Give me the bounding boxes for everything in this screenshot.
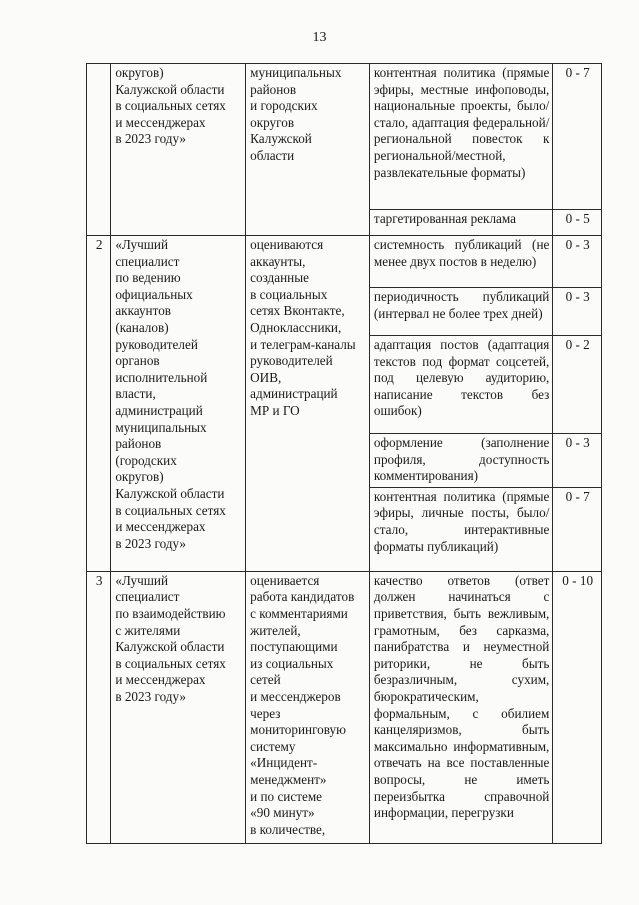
score-cell: 0 - 7: [553, 487, 602, 571]
table-row: [87, 571, 602, 843]
row-number: 2: [87, 236, 111, 572]
score-cell: 0 - 3: [553, 288, 602, 336]
criterion-cell: системность публикаций (не менее двух постов в неделю): [369, 236, 552, 288]
score-cell: 0 - 10: [553, 571, 602, 843]
table-row: [87, 236, 602, 288]
score-cell: 0 - 3: [553, 236, 602, 288]
table-row: [87, 64, 602, 210]
page-number: 13: [312, 30, 327, 45]
nomination-cell: округов) Калужской области в социальных сетях и мессенджерах в 2023 году»: [111, 64, 246, 236]
evaluation-object-cell: оценивается работа кандидатов с комментариями жителей, поступающими из социальных сетей и мессенджеров через мониторинговую систему «Инцидент- менеджмент» и по системе «90 минут» в количестве,: [246, 571, 370, 843]
nomination-cell: «Лучший специалист по ведению официальных аккаунтов (каналов) руководителей органов исполнительной власти, администраций муниципальных районов (городских округов) Калужской области в социальных сетях и мессенджерах в 2023 году»: [111, 236, 246, 572]
score-cell: 0 - 3: [553, 434, 602, 488]
criterion-cell: адаптация постов (адаптация текстов под формат соцсетей, под целевую аудиторию, написание текстов без ошибок): [369, 336, 552, 434]
criterion-cell: периодичность публикаций (интервал не более трех дней): [369, 288, 552, 336]
criteria-table: [86, 63, 602, 844]
score-cell: 0 - 2: [553, 336, 602, 434]
criterion-cell: оформление (заполнение профиля, доступность комментирования): [369, 434, 552, 488]
row-number: [87, 64, 111, 236]
criterion-cell: таргетированная реклама: [369, 210, 552, 236]
row-number: 3: [87, 571, 111, 843]
criterion-cell: контентная политика (прямые эфиры, местные инфоповоды, национальные проекты, было/стало, адаптация федеральной/региональной повесток к региональной/местной, развлекательные форматы): [369, 64, 552, 210]
score-cell: 0 - 7: [553, 64, 602, 210]
criterion-cell: качество ответов (ответ должен начинаться с приветствия, быть вежливым, грамотным, без сарказма, панибратства и неуместной риторики, не быть безразличным, сухим, бюрократическим, формальным, с обилием канцеляризмов, быть максимально информативным, отвечать на все поставленные вопросы, не иметь переизбытка справочной информации, перегрузки: [369, 571, 552, 843]
score-cell: 0 - 5: [553, 210, 602, 236]
nomination-cell: «Лучший специалист по взаимодействию с жителями Калужской области в социальных сетях и мессенджерах в 2023 году»: [111, 571, 246, 843]
criterion-cell: контентная политика (прямые эфиры, личные посты, было/стало, интерактивные форматы публикаций): [369, 487, 552, 571]
evaluation-object-cell: оцениваются аккаунты, созданные в социальных сетях Вконтакте, Одноклассники, и телеграм-каналы руководителей ОИВ, администраций МР и ГО: [246, 236, 370, 572]
evaluation-object-cell: муниципальных районов и городских округов Калужской области: [246, 64, 370, 236]
